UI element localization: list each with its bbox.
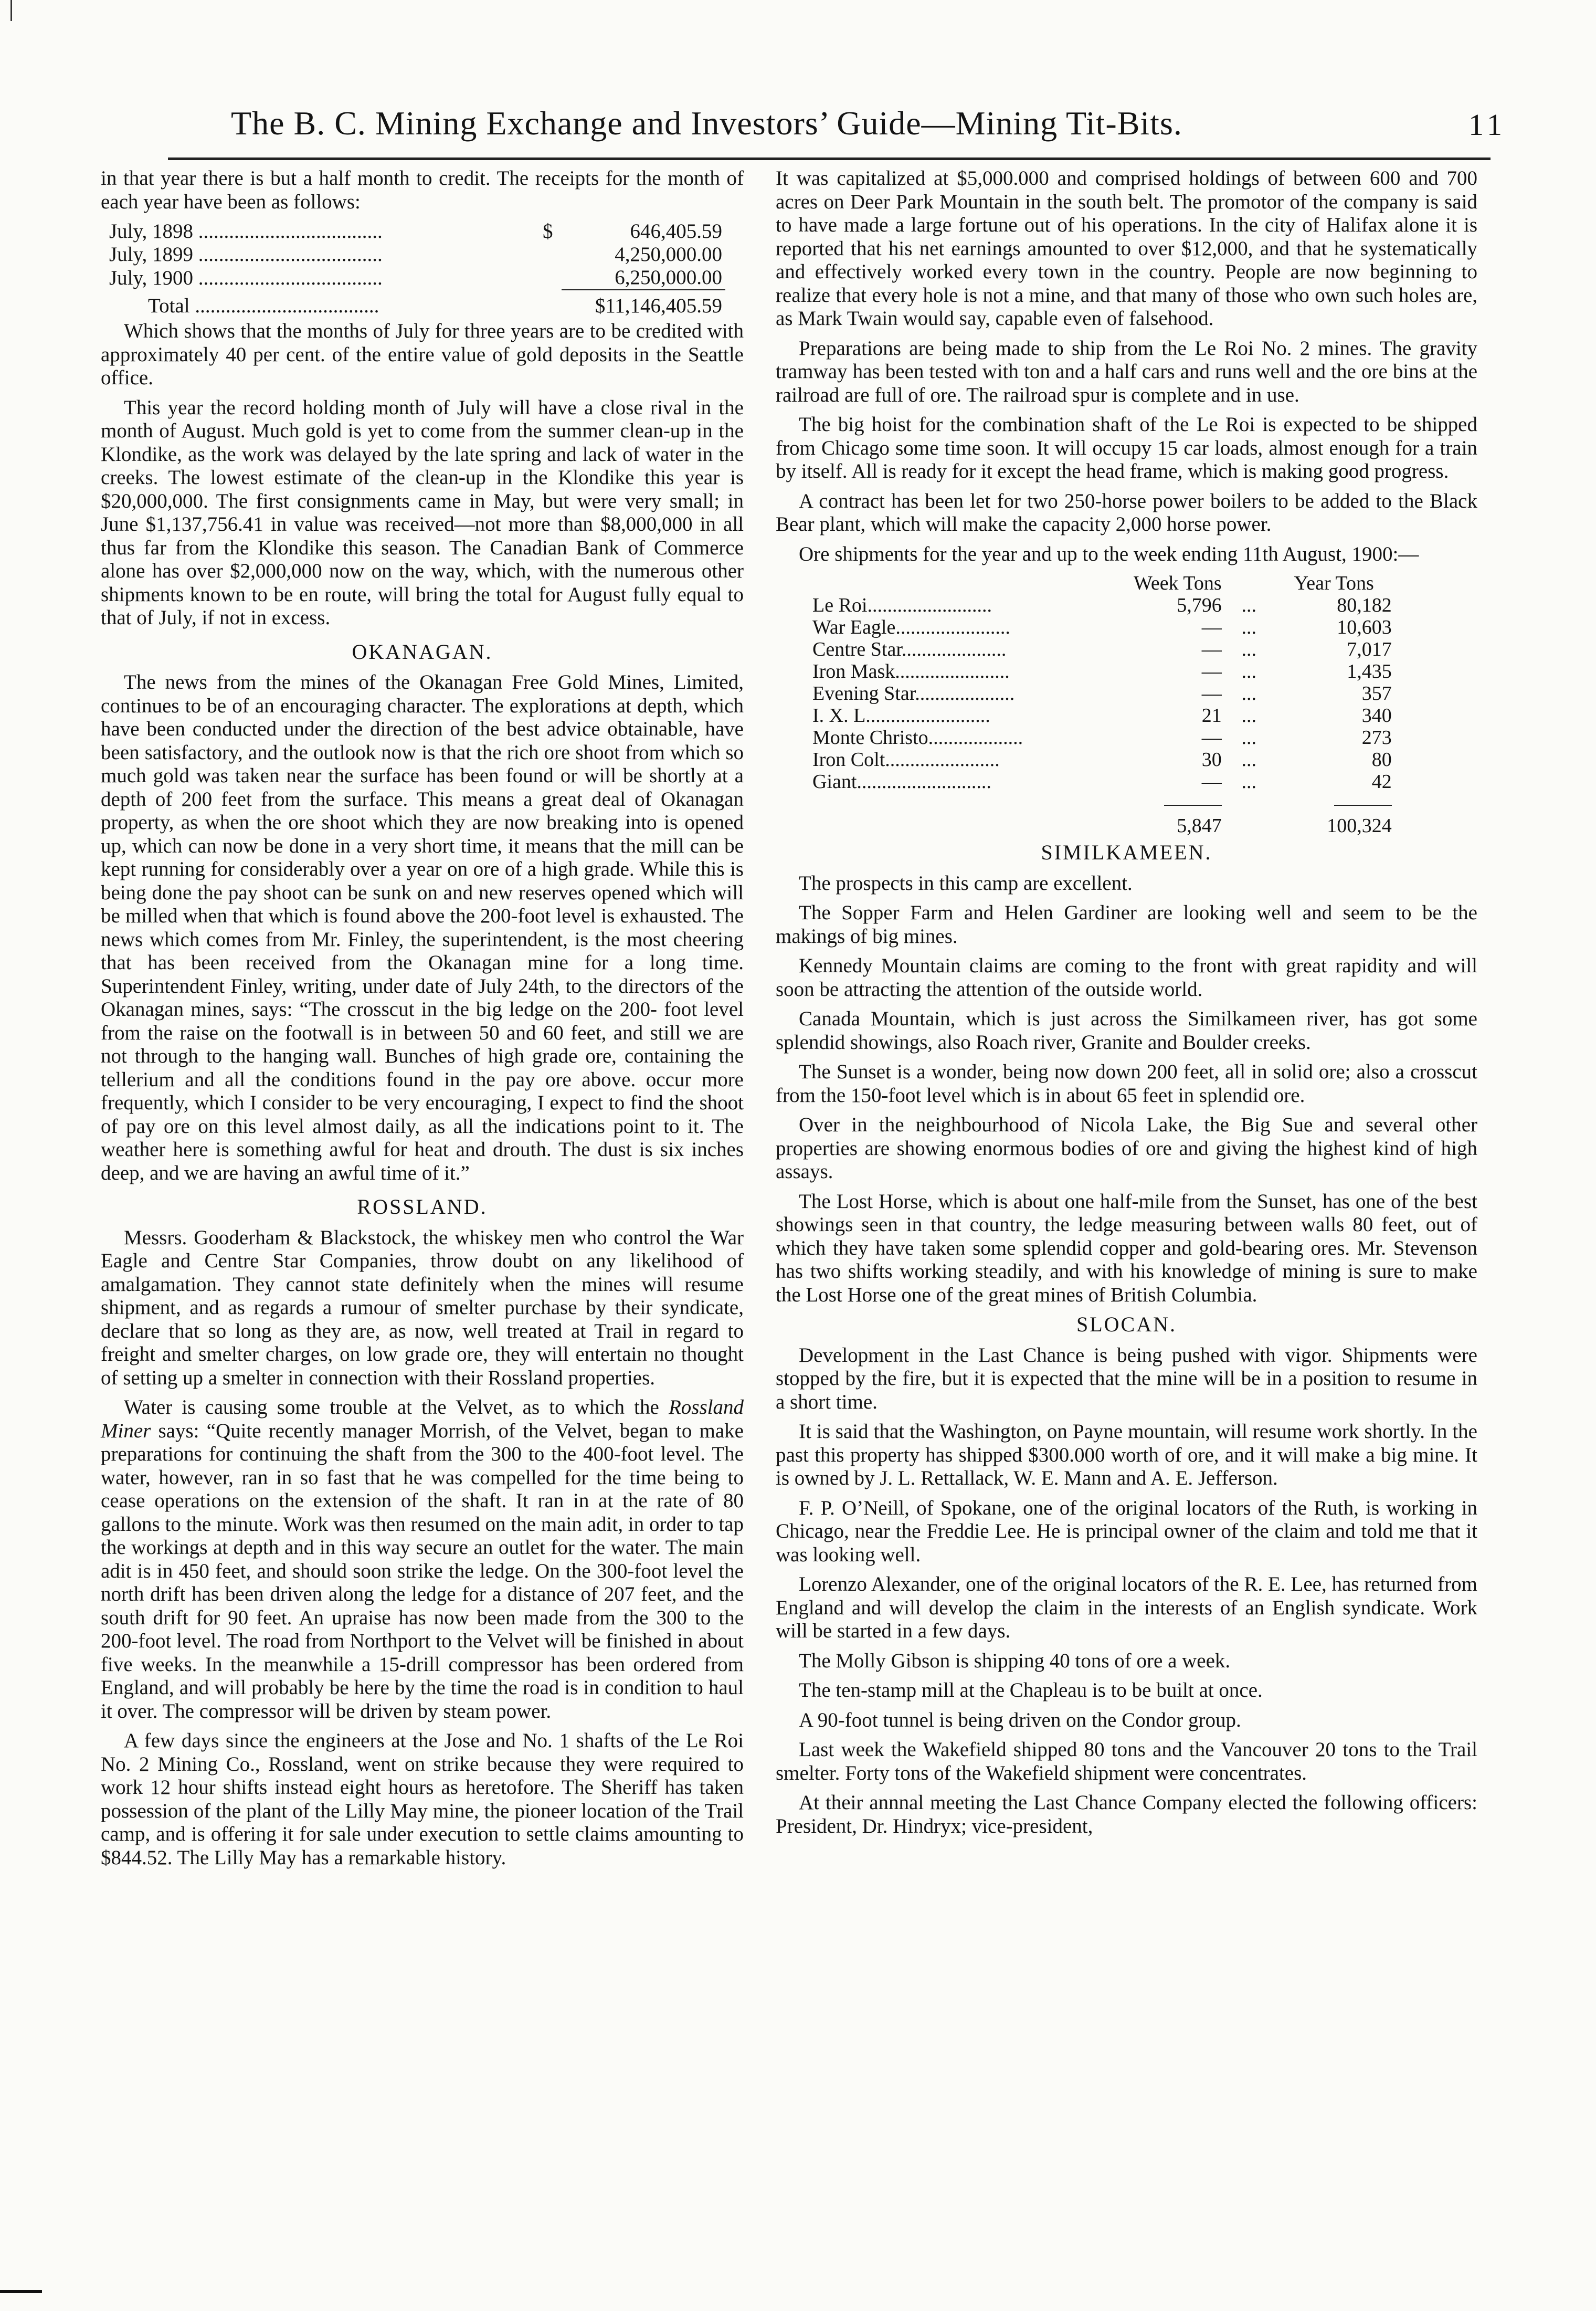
page-number: 11: [1468, 108, 1506, 142]
paragraph: Which shows that the months of July for three years are to be credited with approximately 40 per cent. of the entire value of gold deposits in the Seattle office.: [101, 320, 744, 389]
mine-name: Giant...........................: [812, 771, 991, 793]
leader-dots: ...: [1241, 771, 1256, 793]
mine-name: Monte Christo...................: [812, 727, 1023, 749]
paragraph: Messrs. Gooderham & Blackstock, the whiskey men who control the War Eagle and Centre Star Companies, throw doubt on any likelihood of amalgamation. They cannot state definitely when the mines will resume shipment, and as regards a rumour of smelter purchase by their syndicate, declare that so long as they are, as now, well treated at Trail in regard to freight and smelter charges, on low grade ore, they will entertain no thought of setting up a smelter in connection with their Rossland properties.: [101, 1226, 744, 1389]
receipts-dollar: $: [543, 220, 553, 243]
text-run: Water is causing some trouble at the Velvet, as to which the: [124, 1396, 669, 1419]
week-tons: —: [1201, 727, 1222, 749]
paragraph: The news from the mines of the Okanagan Free Gold Mines, Limited, continues to be of an encouraging character. The explorations at depth, which have been conducted under the direction of the best advice obtainable, have been satisfactory, and the outlook now is that the rich ore shoot from which so much gold was taken near the surface has been found or will be shortly at a depth of 200 feet from the surface. This means a great deal of Okanagan property, as when the ore shoot which they are now breaking into is opened up, which can now be done in a very short time, it means that the mill can be kept running for considerably over a year on ore of a high grade. While this is being done the pay shoot can be sunk on and new reserves opened which will be milled when that which is found above the 200-foot level is exhausted. The news which comes from Mr. Finley, the superintendent, is the most cheering that has been received from the Okanagan mine for a long time. Superintendent Finley, writing, under date of July 24th, to the directors of the Okanagan mines, says: “The crosscut in the big ledge on the 200- foot level from the raise on the footwall is in between 50 and 60 feet, and still we are not through to the hanging wall. Bunches of high grade ore, containing the tellerium and all the conditions found in the pay ore above. occur more frequently, which I consider to be very encouraging, I expect to find the shoot of pay ore on this level almost daily, as all the indications point to it. The weather here is something awful for heat and drouth. The dust is six inches deep, and we are having an awful time of it.”: [101, 671, 744, 1184]
week-tons: 30: [1201, 749, 1222, 771]
week-tons: —: [1201, 682, 1222, 705]
ore-row: [809, 705, 1395, 727]
mine-name: War Eagle.......................: [812, 616, 1010, 638]
year-tons: 10,603: [1337, 616, 1392, 638]
year-tons: 80: [1371, 749, 1392, 771]
receipts-label: July, 1900 ....................................: [109, 266, 383, 289]
week-tons: —: [1201, 771, 1222, 793]
ore-row: [809, 749, 1395, 771]
scan-edge-mark: [0, 2290, 42, 2293]
header-rule: [168, 157, 1491, 160]
paragraph: Canada Mountain, which is just across the Similkameen river, has got some splendid showings, also Roach river, Granite and Boulder creeks.: [776, 1007, 1477, 1054]
year-tons: 42: [1371, 771, 1392, 793]
week-tons-header: Week Tons: [1134, 572, 1222, 594]
paragraph: Development in the Last Chance is being pushed with vigor. Shipments were stopped by the fire, but it is expected that the mine will be in a position to resume in a short time.: [776, 1343, 1477, 1413]
ore-total-row: [809, 815, 1395, 837]
ore-row: [809, 660, 1395, 682]
paragraph: It was capitalized at $5,000.000 and comprised holdings of between 600 and 700 acres on Deer Park Mountain in the south belt. The promotor of the company is said to have made a large fortune out of his operations. In the city of Halifax alone it is reported that his net earnings amounted to over $12,000, and that he systematically and effectively worked every town in the country. People are now beginning to realize that every hole is not a mine, and that many of those who own such holes are, as Mark Twain would say, capable even of falsehood.: [776, 167, 1477, 330]
paragraph: A 90-foot tunnel is being driven on the Condor group.: [799, 1708, 1241, 1731]
receipts-amount: 4,250,000.00: [615, 243, 722, 266]
paragraph: The prospects in this camp are excellent.: [799, 871, 1133, 895]
mine-name: I. X. L.........................: [812, 705, 990, 727]
paragraph: This year the record holding month of July will have a close rival in the month of August. Much gold is yet to come from the summer clean-up in the Klondike, as the work was delayed by the late spring and lack of water in the creeks. The lowest estimate of the clean-up in the Klondike this year is $20,000,000. The first consignments came in May, but were very small; in June $1,137,756.41 in value was received—not more than $8,000,000 in all thus far from the Klondike this season. The Canadian Bank of Commerce alone has over $2,000,000 now on the way, which, with the numerous other shipments known to be en route, will bring the total for August fully equal to that of July, if not in excess.: [101, 396, 744, 629]
receipts-row: [106, 243, 725, 266]
week-tons-total: 5,847: [1177, 815, 1222, 837]
paragraph: The Lost Horse, which is about one half-mile from the Sunset, has one of the best showings seen in that country, the ledge measuring between walls 80 feet, out of which they have taken some splendid copper and gold-bearing ores. Mr. Stevenson has two shifts working steadily, and with his knowledge of mining is sure to make the Lost Horse one of the great mines of British Columbia.: [776, 1190, 1477, 1306]
mine-name: Centre Star.....................: [812, 638, 1007, 660]
margin-tick: [10, 0, 12, 21]
leader-dots: ...: [1241, 705, 1256, 727]
paragraph: The Sopper Farm and Helen Gardiner are looking well and seem to be the makings of big mines.: [776, 901, 1477, 948]
paragraph: Ore shipments for the year and up to the week ending 11th August, 1900:—: [799, 542, 1419, 565]
paragraph: Kennedy Mountain claims are coming to the front with great rapidity and will soon be attracting the attention of the outside world.: [776, 954, 1477, 1001]
receipts-label: July, 1898 ....................................: [109, 220, 383, 243]
page-header: [231, 104, 1506, 151]
section-heading-rossland: ROSSLAND.: [357, 1195, 488, 1218]
paragraph: The Sunset is a wonder, being now down 200 feet, all in solid ore; also a crosscut from the 150-foot level which is in about 65 feet in splendid ore.: [776, 1060, 1477, 1107]
paragraph: The ten-stamp mill at the Chapleau is to be built at once.: [799, 1679, 1263, 1701]
week-tons: 21: [1201, 705, 1222, 727]
year-tons: 80,182: [1337, 594, 1392, 616]
paragraph: A contract has been let for two 250-horse power boilers to be added to the Black Bear plant, which will make the capacity 2,000 horse power.: [776, 489, 1477, 535]
paragraph: in that year there is but a half month to credit. The receipts for the month of each year have been as follows:: [101, 167, 744, 213]
receipts-dollar: [540, 243, 562, 266]
section-heading-similkameen: SIMILKAMEEN.: [1041, 841, 1212, 864]
paragraph: A few days since the engineers at the Jose and No. 1 shafts of the Le Roi No. 2 Mining Co., Rossland, went on strike because they were required to work 12 hour shifts instead eight hours as heretofore. The Sheriff has taken possession of the plant of the Lilly May mine, the pioneer location of the Trail camp, and is offering it for sale under execution to settle claims amounting to $844.52. The Lilly May has a remarkable history.: [101, 1729, 744, 1869]
year-tons: 340: [1361, 705, 1392, 727]
year-tons-header: Year Tons: [1294, 572, 1374, 594]
ore-total-rule: [809, 793, 1395, 815]
paragraph: The Molly Gibson is shipping 40 tons of ore a week.: [799, 1649, 1231, 1672]
leader-dots: ...: [1241, 638, 1256, 660]
receipts-total-row: [106, 292, 725, 318]
week-tons: —: [1201, 660, 1222, 682]
receipts-total-label: Total ....................................: [148, 295, 379, 317]
paragraph: Over in the neighbourhood of Nicola Lake, the Big Sue and several other properties are showing enormous bodies of ore and giving the highest kind of high assays.: [776, 1114, 1477, 1183]
receipts-amount: 646,405.59: [630, 220, 722, 243]
ore-row: [809, 682, 1395, 705]
receipts-total-amount: $11,146,405.59: [595, 295, 722, 317]
ore-row: [809, 771, 1395, 793]
paragraph: Lorenzo Alexander, one of the original locators of the R. E. Lee, has returned from England and will develop the claim in the interests of an English syndicate. Work will be started in a few days.: [776, 1573, 1477, 1642]
mine-name: Evening Star....................: [812, 682, 1015, 705]
leader-dots: ...: [1241, 594, 1256, 616]
text-run: says: “Quite recently manager Morrish, of the Velvet, began to make preparations for continuing the shaft from the 300 to the 400-foot level. The water, however, ran in so fast that he was compelled for the time being to cease operations on the extension of the shaft. It ran in at the rate of 80 gallons to the minute. Work was then resumed on the main adit, in order to tap the workings at depth and in this way secure an outlet for the water. The main adit is in 450 feet, and should soon strike the ledge. On the 300-foot level the north drift has been driven along the ledge for a distance of 207 feet, and the south drift for 90 feet. An upraise has now been made from the 300 to the 200-foot level. The road from Northport to the Velvet will be finished in about five weeks. In the meanwhile a 15-drill compressor has been ordered from England, and will probably be here by the time the road is in condition to haul it over. The compressor will be driven by steam power.: [101, 1419, 744, 1722]
mine-name: Iron Mask.......................: [812, 660, 1010, 682]
receipts-dollar: [540, 266, 562, 290]
left-column: [101, 167, 744, 1876]
receipts-row: [106, 220, 725, 243]
year-tons: 273: [1361, 727, 1392, 749]
paragraph: F. P. O’Neill, of Spokane, one of the original locators of the Ruth, is working in Chicago, near the Freddie Lee. He is principal owner of the claim and told me that it was looking well.: [776, 1496, 1477, 1566]
week-tons: —: [1201, 616, 1222, 638]
ore-header-row: [809, 572, 1395, 594]
paragraph: Last week the Wakefield shipped 80 tons and the Vancouver 20 tons to the Trail smelter. Forty tons of the Wakefield shipment were concentrates.: [776, 1738, 1477, 1784]
leader-dots: ...: [1241, 727, 1256, 749]
paragraph-velvet: [101, 1396, 744, 1723]
leader-dots: ...: [1241, 660, 1256, 682]
year-tons: 7,017: [1347, 638, 1392, 660]
ore-row: [809, 727, 1395, 749]
year-tons: 1,435: [1347, 660, 1392, 682]
paragraph: Preparations are being made to ship from the Le Roi No. 2 mines. The gravity tramway has been tested with ton and a half cars and runs well and the ore bins at the railroad are full of ore. The railroad spur is complete and in use.: [776, 337, 1477, 406]
ore-row: [809, 616, 1395, 638]
week-tons: —: [1201, 638, 1222, 660]
ore-row: [809, 594, 1395, 616]
running-title: The B. C. Mining Exchange and Investors’ Guide—Mining Tit-Bits.: [231, 104, 1182, 142]
mine-name: Iron Colt.......................: [812, 749, 1000, 771]
receipts-amount: 6,250,000.00: [615, 266, 722, 289]
mine-name: Le Roi.........................: [812, 594, 992, 616]
right-column: [776, 167, 1477, 1844]
year-tons: 357: [1361, 682, 1392, 705]
newspaper-name: Rossland Miner: [101, 1396, 744, 1442]
leader-dots: ...: [1241, 616, 1256, 638]
leader-dots: ...: [1241, 749, 1256, 771]
paragraph: At their annnal meeting the Last Chance Company elected the following officers: President, Dr. Hindryx; vice-president,: [776, 1791, 1477, 1837]
paragraph: The big hoist for the combination shaft of the Le Roi is expected to be shipped from Chicago some time soon. It will occupy 15 car loads, almost enough for a train by itself. All is ready for it except the head frame, which is making good progress.: [776, 413, 1477, 482]
section-heading-okanagan: OKANAGAN.: [352, 639, 493, 664]
ore-shipments-table: [809, 572, 1395, 837]
receipts-row: [106, 266, 725, 290]
year-tons-total: 100,324: [1327, 815, 1392, 837]
leader-dots: ...: [1241, 682, 1256, 705]
paragraph: It is said that the Washington, on Payne mountain, will resume work shortly. In the past this property has shipped $300.000 worth of ore, and it will make a big mine. It is owned by J. L. Rettallack, W. E. Mann and A. E. Jefferson.: [776, 1420, 1477, 1489]
week-tons: 5,796: [1177, 594, 1222, 616]
receipts-label: July, 1899 ....................................: [109, 243, 383, 266]
section-heading-slocan: SLOCAN.: [1076, 1312, 1177, 1336]
receipts-table: [106, 220, 725, 318]
ore-row: [809, 638, 1395, 660]
